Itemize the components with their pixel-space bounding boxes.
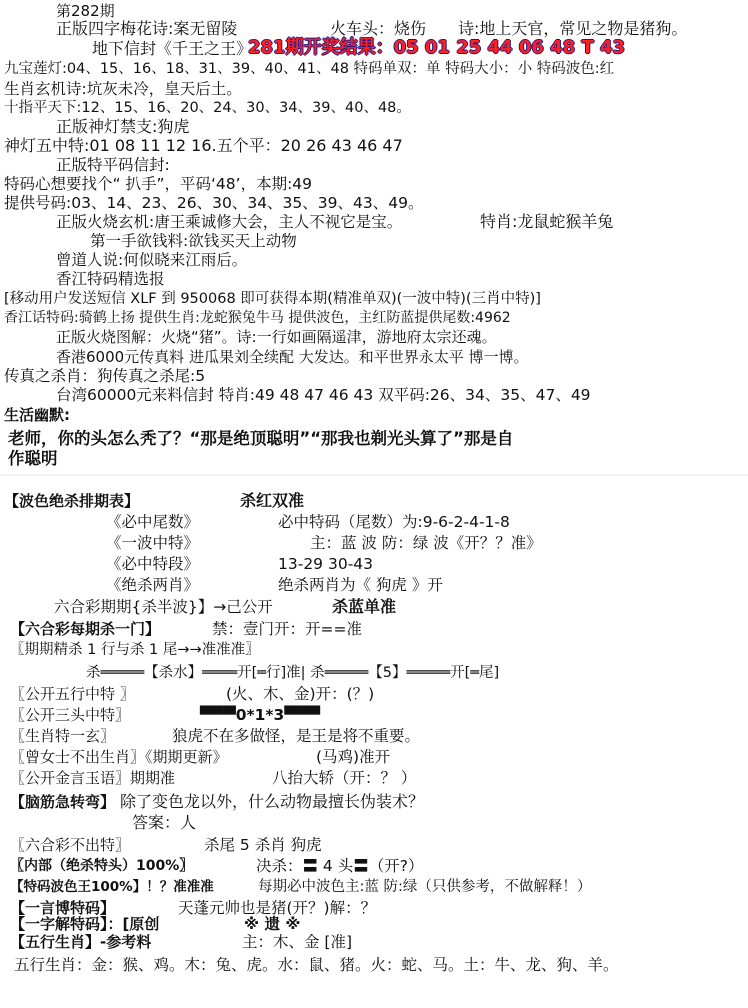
buchu-te: 〖六合彩不出特〗 <box>10 836 131 854</box>
tigong-haoma: 提供号码:03、14、23、26、30、34、35、39、43、49。 <box>4 194 424 212</box>
bizhong-teduan-value: 13-29 30-43 <box>278 555 374 573</box>
yibo-zhongte: 《一波中特》 <box>106 534 200 552</box>
joke-line-2: 作聪明 <box>8 449 58 468</box>
poem-line: 诗:地上天官，常见之物是猪狗。 <box>458 19 688 38</box>
taiwan-xinfeng: 台湾60000元来料信封 特肖:49 48 47 46 43 双平码:26、34、35、47、49 <box>56 386 591 404</box>
bizhong-teduan: 《必中特段》 <box>106 555 200 573</box>
sha-lan: 杀蓝单准 <box>332 597 397 616</box>
bizhong-weishu: 《必中尾数》 <box>106 513 200 531</box>
section-divider <box>0 470 748 480</box>
yiyan-tema: 【一言博特码】 <box>10 899 116 917</box>
shendeng-wuzhong: 神灯五中特:01 08 11 12 16.五个平：20 26 43 46 47 <box>4 136 403 155</box>
jueshalx-value: 绝杀两肖为《 狗虎 》开 <box>278 576 443 594</box>
naojin-question: 除了变色龙以外，什么动物最擅长伪装术？ <box>120 792 425 811</box>
shizhi-line: 十指平天下:12、15、16、20、24、30、34、39、40、48。 <box>4 100 411 116</box>
xianggang-chuanzhen: 香港6000元传真料 进瓜果刘全续配 大发达。和平世界永太平 博一博。 <box>56 348 529 366</box>
yizi-tema: 【一字解特码】：[原创 <box>10 915 160 933</box>
huoshao-tujie: 正版火烧图解：火烧“猪”。诗:一行如画隔遥津，游地府太宗还魂。 <box>56 328 497 346</box>
huoshao-xuanji: 正版火烧玄机:唐王乘诚修大会，主人不视它是宝。 <box>56 213 403 231</box>
joke-line-1: 老师，你的头怎么秃了？“那是绝顶聪明”“那我也剃光头算了”那是自 <box>8 429 514 448</box>
jingsha-line: 〖期期精杀 1 行与杀 1 尾→→准准准〗 <box>10 642 260 658</box>
naojin-title: 【脑筋急转弯】 <box>10 793 116 811</box>
shengxiao-teyi: 〖生肖特一玄〗 <box>10 727 116 745</box>
neibu-jueshate: 〖内部（绝杀特头）100%〗 <box>10 858 194 874</box>
bose-paiqi-title: 【波色绝杀排期表】 <box>4 492 140 510</box>
shendeng-jinzhi: 正版神灯禁支:狗虎 <box>56 117 190 136</box>
yizi-value: ※ 遗 ※ <box>244 915 301 933</box>
yibo-zhongte-value: 主：蓝 波 防：绿 波《开？？准》 <box>310 534 542 552</box>
tema-xinxiang: 特码心想要找个“ 扒手”，平码‘48’，本期:49 <box>4 175 313 193</box>
jinyan-yuyu: 〖公开金言玉语〗期期准 <box>10 769 176 787</box>
chuanzhen-shaxiao: 传真之杀肖：狗传真之杀尾:5 <box>4 367 206 385</box>
zeng-nvshi: 〖曾女士不出生肖〗《期期更新》 <box>10 748 228 766</box>
neibu-value: 决杀：〓 4 头〓（开?） <box>256 857 424 875</box>
wuxing-full-list: 五行生肖：金：猴、鸡。木：兔、虎。水：鼠、猪。火：蛇、马。土：牛、龙、狗、羊。 <box>14 956 619 974</box>
buchu-te-value: 杀尾 5 杀肖 狗虎 <box>204 836 322 854</box>
issue-number: 第282期 <box>56 2 115 20</box>
wuxing-zhongte-value: (火、木、金)开：(？) <box>226 685 375 703</box>
jinyan-yuyu-value: 八抬大轿（开：？ ） <box>272 769 417 787</box>
santou-zhongte: 〖公开三头中特〗 <box>10 706 131 724</box>
wuxing-shengxiao-title: 【五行生肖】-参考料 <box>10 933 152 951</box>
huoche-tou: 火车头：烧伤 <box>330 19 427 38</box>
zeng-nvshi-value: (马鸡)准开 <box>316 748 391 766</box>
xiangjiang-title: 香江特码精选报 <box>56 270 165 288</box>
naojin-answer: 答案：人 <box>132 813 197 832</box>
wuxing-zhongte: 〖公开五行中特 〗 <box>10 685 135 703</box>
yidong-sms: [移动用户发送短信 XLF 到 950068 即可获得本期(精准单双)(一波中特)(三肖中特)] <box>4 291 541 307</box>
dixia-xinfeng: 地下信封《千王之王》 <box>92 39 253 58</box>
te-xiao: 特肖:龙鼠蛇猴羊兔 <box>480 212 614 231</box>
tema-xinfeng: 正版特平码信封: <box>56 156 170 174</box>
cengdaoren: 曾道人说:何似晓来江雨后。 <box>56 251 248 269</box>
shengxiao-teyi-value: 狼虎不在多做怪，是王是将不重要。 <box>172 727 421 745</box>
liuhe-banbo: 六合彩期期{杀半波}】→己公开 <box>54 598 273 616</box>
wuxing-shengxiao-value: 主：木、金 [准] <box>242 933 353 951</box>
diyi-shou: 第一手欲钱料:欲钱买天上动物 <box>90 232 297 250</box>
bose-wang: 【特码波色王100%】！？准准准 <box>10 879 214 895</box>
sha-hong: 杀红双准 <box>240 491 305 510</box>
xiangjiang-hua: 香江话特码:骑鹤上扬 提供生肖:龙蛇猴兔牛马 提供波色，主红防蓝提供尾数:4962 <box>4 310 511 326</box>
bizhong-weishu-value: 必中特码（尾数）为:9-6-2-4-1-8 <box>278 513 510 531</box>
liuhe-yimen: 【六合彩每期杀一门】 <box>10 620 161 638</box>
draw-result: 281期开奖结果：05 01 25 44 06 48 T 43 <box>248 37 626 58</box>
shashui-line: 杀═════【杀水】════开[═行]准| 杀═════【5】═════开[═尾] <box>86 665 500 681</box>
shengxiao-xuanji: 生肖玄机诗:坑灰未冷，皇天后土。 <box>4 80 242 98</box>
jueshalx: 《绝杀两肖》 <box>106 576 200 594</box>
santou-value: ▀▀▀0*1*3▀▀▀ <box>200 706 321 724</box>
bose-wang-value: 每期必中波色主:蓝 防:绿（只供参考，不做解释！） <box>258 879 592 895</box>
meihua-poem: 正版四字梅花诗:案无留陵 <box>56 19 238 38</box>
youmo-title: 生活幽默: <box>4 406 70 424</box>
yiyan-value: 天蓬元帅也是猪(开？)解：？ <box>178 899 377 917</box>
jin-men: 禁：壹门开：开==准 <box>212 620 362 638</box>
jiubao-liandeng: 九宝莲灯:04、15、16、18、31、39、40、41、48 特码单双：单 特码大小：小 特码波色:红 <box>4 61 615 77</box>
